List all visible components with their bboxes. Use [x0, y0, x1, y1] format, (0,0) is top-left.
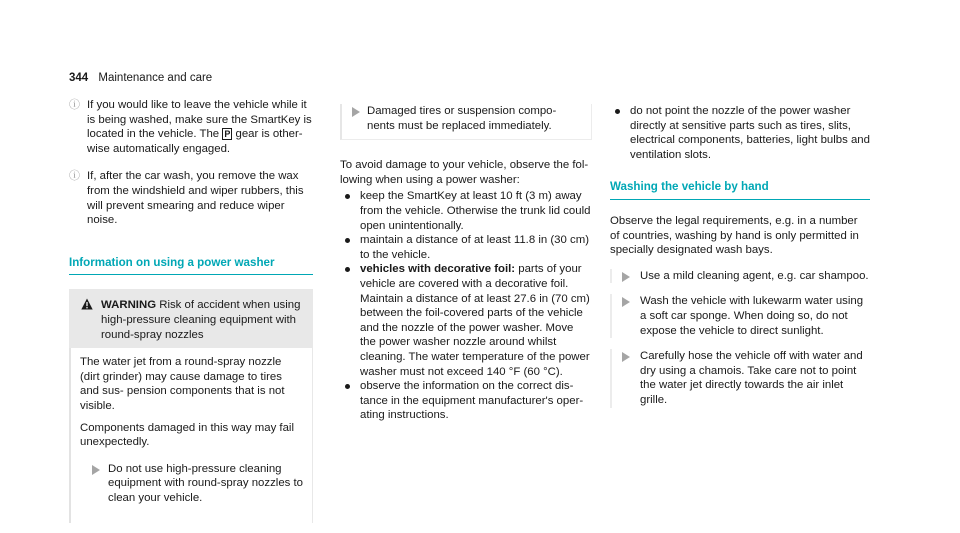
power-washer-list-continued [610, 104, 870, 162]
legal-text: Observe the legal requirements, e.g. in a number of countries, washing by hand is only permitted in specially designated wash bays. [610, 214, 859, 257]
note-smartkey [69, 98, 313, 156]
arrow-right-icon [622, 272, 630, 282]
intro-text: To avoid damage to your vehicle, observe the fol- lowing when using a power washer: [340, 159, 589, 186]
column-3 [610, 104, 870, 419]
page-header [69, 71, 212, 86]
info-icon: ⓘ [69, 99, 80, 111]
warning-triangle-icon [81, 298, 93, 310]
warning-text: WARNING Risk of accident when using high-pressure cleaning equipment with round-spray nozzles [101, 299, 301, 341]
arrow-right-icon [92, 465, 100, 475]
arrow-right-icon [622, 297, 630, 307]
arrow-right-icon [352, 107, 360, 117]
list-item: maintain a distance of at least 11.8 in (30 cm) to the vehicle. [340, 233, 592, 262]
gear-p-key: P [224, 129, 231, 140]
list-item: observe the information on the correct dis- tance in the equipment manufacturer's oper- ating instructions. [340, 379, 592, 423]
chapter-title: Maintenance and care [98, 72, 213, 84]
list-item: do not point the nozzle of the power washer directly at sensitive parts such as tires, slits, electrical components, batteries, light bulbs and ventilation slots. [610, 104, 870, 162]
power-washer-list [340, 189, 592, 423]
note-text: If, after the car wash, you remove the wax from the windshield and wiper rubbers, this will prevent smearing and reduce wiper noise. [87, 170, 304, 227]
task-replace-tires: Damaged tires or suspension compo- nents must be replaced immediately. [340, 104, 592, 140]
warning-para-1: The water jet from a round-spray nozzle (dirt grinder) may cause damage to tires and sus- pension components that is not visible. [80, 356, 285, 412]
step-wash-sponge: Wash the vehicle with lukewarm water using a soft car sponge. When doing so, do not expose the vehicle to direct sunlight. [610, 294, 870, 338]
arrow-right-icon [622, 352, 630, 362]
page-number: 344 [69, 72, 89, 84]
column-2 [340, 104, 592, 423]
task-do-not-use: Do not use high-pressure cleaning equipment with round-spray nozzles to clean your vehicle. [80, 462, 304, 506]
note-wax [69, 169, 313, 227]
list-item: vehicles with decorative foil: parts of your vehicle are covered with a decorative foil. Maintain a distance of at least 27.6 in (70 cm) between the foil-covered parts of the vehicle and the nozzle of the power washer. Move the power washer nozzle around whilst cleaning. The water temperature of the power washer must not exceed 140 °F (60 °C). [340, 262, 592, 379]
note-text: If you would like to leave the vehicle while it is being washed, make sure the SmartKey is located in the vehicle. The P gear is other- wise automatically engaged. [87, 99, 312, 155]
step-hose-off: Carefully hose the vehicle off with water and dry using a chamois. Take care not to point the water jet directly towards the air inlet grille. [610, 349, 870, 407]
section-divider [69, 274, 313, 275]
section-title-hand-wash: Washing the vehicle by hand [610, 180, 769, 194]
step-cleaning-agent: Use a mild cleaning agent, e.g. car shampoo. [610, 269, 870, 284]
warning-para-2: Components damaged in this way may fail unexpectedly. [80, 421, 294, 449]
warning-details [69, 348, 313, 523]
info-icon: ⓘ [69, 170, 80, 183]
list-item: keep the SmartKey at least 10 ft (3 m) away from the vehicle. Otherwise the trunk lid could open unintentionally. [340, 189, 592, 233]
warning-box [69, 289, 313, 348]
section-divider [610, 199, 870, 200]
column-1 [69, 98, 313, 523]
section-title-power-washer: Information on using a power washer [69, 255, 275, 269]
